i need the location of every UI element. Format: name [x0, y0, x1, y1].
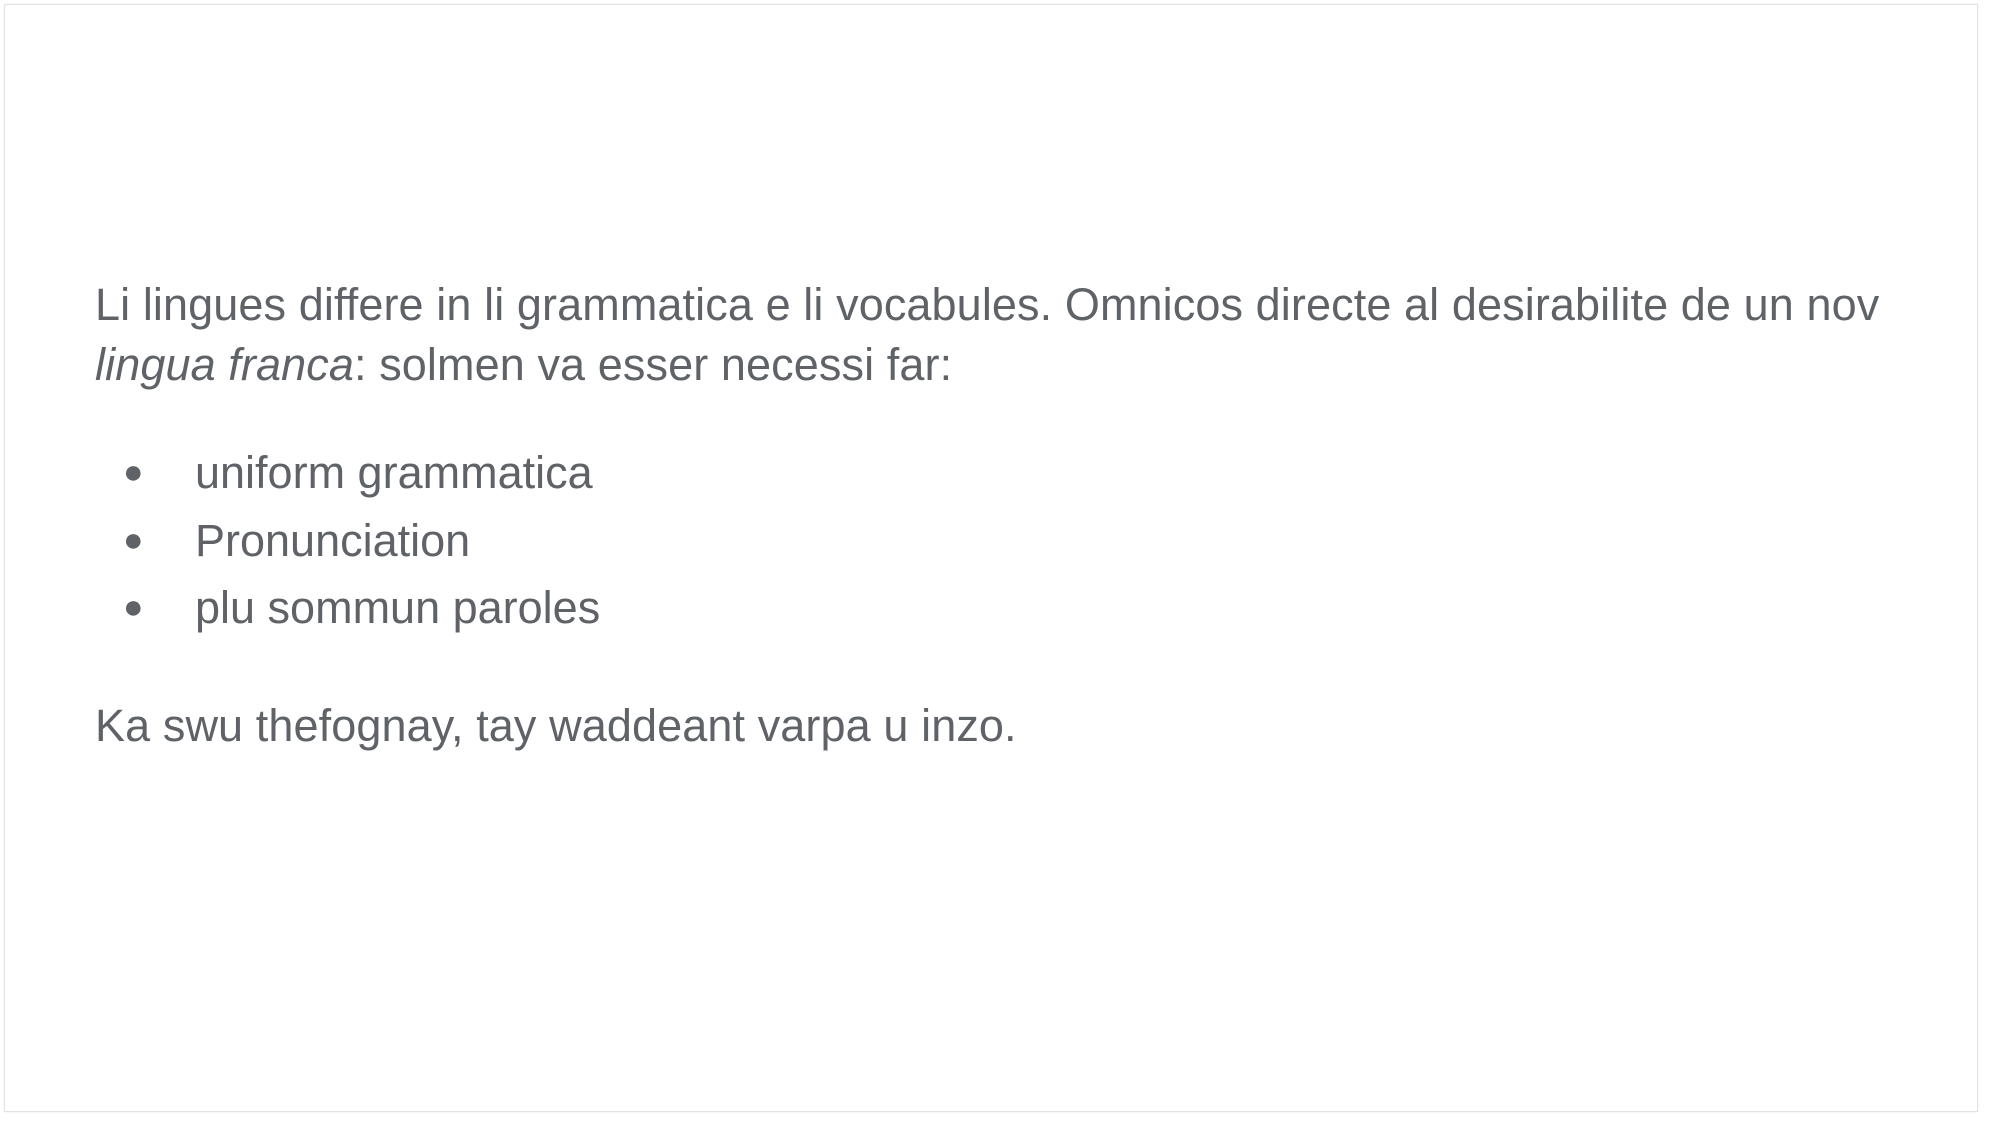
bullet-dot-icon: ● — [123, 588, 144, 627]
list-item — [95, 578, 1905, 638]
bullet-list — [95, 443, 1905, 639]
bullet-dot-icon: ● — [123, 452, 144, 491]
slide-content-body — [95, 275, 1905, 756]
intro-text-part2: : solmen va esser necessi far: — [353, 338, 953, 390]
closing-paragraph: Ka swu thefognay, tay waddeant varpa u inzo. — [95, 700, 1017, 752]
intro-paragraph — [95, 275, 1905, 395]
list-item — [95, 443, 1905, 503]
list-item-label: plu sommun paroles — [195, 582, 601, 634]
bullet-dot-icon: ● — [123, 520, 144, 559]
slide-frame — [4, 4, 1978, 1112]
list-item — [95, 511, 1905, 571]
list-item-label: uniform grammatica — [195, 446, 593, 498]
intro-text-emphasis: lingua franca — [95, 338, 354, 390]
list-item-label: Pronunciation — [195, 514, 471, 566]
intro-text-part1: Li lingues differe in li grammatica e li vocabules. Omnicos directe al desirabilite de un nov — [95, 279, 1880, 330]
